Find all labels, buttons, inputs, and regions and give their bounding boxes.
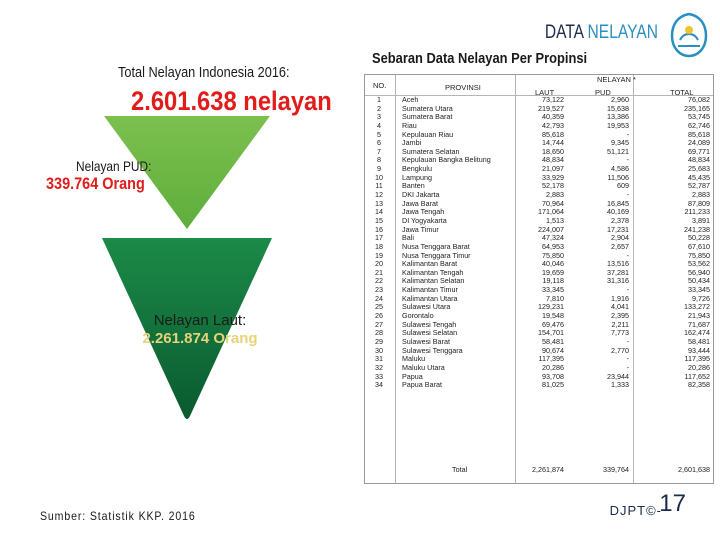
row-no: 17 xyxy=(375,233,383,243)
row-laut: 90,674 xyxy=(542,345,564,355)
total-pud: 339,764 xyxy=(603,465,629,474)
col-header-no: NO. xyxy=(373,81,387,90)
row-total: 21,943 xyxy=(688,311,710,321)
row-pud: 2,960 xyxy=(611,95,629,104)
row-pud: - xyxy=(626,362,629,372)
row-laut: 219,527 xyxy=(538,103,564,113)
row-province: Maluku xyxy=(402,354,426,364)
row-province: Nusa Tenggara Barat xyxy=(402,241,470,251)
row-province: DI Yogyakarta xyxy=(402,215,447,225)
row-pud: - xyxy=(626,129,629,139)
row-pud: - xyxy=(626,285,629,295)
row-no: 2 xyxy=(377,103,381,113)
row-no: 21 xyxy=(375,267,383,277)
page-title-part-2: NELAYAN xyxy=(587,22,658,43)
row-laut: 1,513 xyxy=(546,215,564,225)
row-laut: 19,659 xyxy=(542,267,564,277)
col-header-pud: PUD xyxy=(595,88,611,97)
row-no: 28 xyxy=(375,328,383,338)
row-laut: 33,929 xyxy=(542,172,564,182)
row-pud: 609 xyxy=(617,181,629,191)
footer-brand-text: DJPT©- xyxy=(609,503,662,518)
row-laut: 21,097 xyxy=(542,164,564,174)
row-total: 20,286 xyxy=(688,362,710,372)
row-pud: 4,586 xyxy=(611,164,629,174)
row-no: 27 xyxy=(375,319,383,329)
row-total: 52,787 xyxy=(688,181,710,191)
row-laut: 19,118 xyxy=(542,276,564,286)
row-laut: 14,744 xyxy=(542,138,564,148)
row-total: 75,850 xyxy=(688,250,710,260)
row-laut: 42,793 xyxy=(542,120,564,130)
row-pud: 31,316 xyxy=(607,276,629,286)
row-no: 1 xyxy=(377,95,381,104)
row-laut: 93,708 xyxy=(542,371,564,381)
row-laut: 70,964 xyxy=(542,198,564,208)
row-total: 117,652 xyxy=(684,371,710,381)
row-no: 10 xyxy=(375,172,383,182)
col-header-total: TOTAL xyxy=(670,88,694,97)
row-total: 162,474 xyxy=(684,328,710,338)
row-laut: 75,850 xyxy=(542,250,564,260)
row-province: Bali xyxy=(402,233,414,243)
table-total-row xyxy=(364,465,714,475)
row-laut: 85,618 xyxy=(542,129,564,139)
row-no: 33 xyxy=(375,371,383,381)
row-province: Sumatera Barat xyxy=(402,112,453,122)
row-no: 31 xyxy=(375,354,383,364)
row-laut: 154,701 xyxy=(538,328,564,338)
row-laut: 117,395 xyxy=(538,354,564,364)
row-no: 19 xyxy=(375,250,383,260)
row-pud: 16,845 xyxy=(607,198,629,208)
row-no: 9 xyxy=(377,164,381,174)
row-province: Sumatera Utara xyxy=(402,103,453,113)
row-pud: 9,345 xyxy=(611,138,629,148)
row-laut: 40,359 xyxy=(542,112,564,122)
row-no: 4 xyxy=(377,120,381,130)
row-total: 25,683 xyxy=(688,164,710,174)
row-total: 76,082 xyxy=(688,95,710,104)
footer-brand xyxy=(610,503,662,518)
row-province: Jawa Timur xyxy=(402,224,439,234)
row-province: Kalimantan Selatan xyxy=(402,276,465,286)
row-province: Papua Barat xyxy=(402,380,442,390)
row-total: 67,610 xyxy=(688,241,710,251)
total-title: Total Nelayan Indonesia 2016: xyxy=(118,64,290,81)
row-province: Sulawesi Barat xyxy=(402,336,450,346)
row-province: Sulawesi Tenggara xyxy=(402,345,463,355)
row-pud: 2,657 xyxy=(611,241,629,251)
row-laut: 129,231 xyxy=(538,302,564,312)
row-pud: 51,121 xyxy=(607,146,629,156)
row-no: 34 xyxy=(375,380,383,390)
page-title xyxy=(545,22,658,44)
total-value: 2.601.638 nelayan xyxy=(131,86,332,116)
row-total: 56,940 xyxy=(688,267,710,277)
row-total: 117,395 xyxy=(684,354,710,364)
row-pud: 19,953 xyxy=(607,120,629,130)
row-total: 62,746 xyxy=(688,120,710,130)
row-total: 2,883 xyxy=(692,190,710,200)
row-pud: 13,386 xyxy=(607,112,629,122)
row-no: 15 xyxy=(375,215,383,225)
row-pud: 4,041 xyxy=(611,302,629,312)
row-province: Lampung xyxy=(402,172,432,182)
row-province: DKI Jakarta xyxy=(402,190,440,200)
row-no: 3 xyxy=(377,112,381,122)
row-pud: 1,916 xyxy=(611,293,629,303)
row-pud: 2,378 xyxy=(611,215,629,225)
row-laut: 20,286 xyxy=(542,362,564,372)
row-pud: 37,281 xyxy=(607,267,629,277)
row-no: 26 xyxy=(375,311,383,321)
row-total: 53,562 xyxy=(688,259,710,269)
laut-label: Nelayan Laut: xyxy=(153,312,247,329)
table-row xyxy=(364,381,714,390)
row-no: 23 xyxy=(375,285,383,295)
row-province: Kepulauan Riau xyxy=(402,129,454,139)
row-laut: 171,064 xyxy=(538,207,564,217)
ministry-logo-icon xyxy=(670,12,708,58)
row-no: 20 xyxy=(375,259,383,269)
row-pud: - xyxy=(626,354,629,364)
row-total: 69,771 xyxy=(688,146,710,156)
table-title: Sebaran Data Nelayan Per Propinsi xyxy=(372,50,588,67)
row-laut: 33,345 xyxy=(542,285,564,295)
row-laut: 47,324 xyxy=(542,233,564,243)
row-pud: 1,333 xyxy=(611,380,629,390)
row-pud: - xyxy=(626,155,629,165)
row-province: Kalimantan Utara xyxy=(402,293,458,303)
row-province: Kalimantan Barat xyxy=(402,259,458,269)
row-total: 33,345 xyxy=(688,285,710,295)
row-province: Jawa Barat xyxy=(402,198,438,208)
row-laut: 52,178 xyxy=(542,181,564,191)
row-province: Jawa Tengah xyxy=(402,207,445,217)
row-province: Gorontalo xyxy=(402,311,434,321)
row-no: 24 xyxy=(375,293,383,303)
row-province: Aceh xyxy=(402,95,419,104)
total-all: 2,601,638 xyxy=(678,465,710,474)
row-pud: 2,211 xyxy=(611,319,629,329)
row-pud: 23,944 xyxy=(607,371,629,381)
row-no: 5 xyxy=(377,129,381,139)
row-pud: 11,506 xyxy=(607,172,629,182)
row-total: 3,891 xyxy=(692,215,710,225)
row-no: 11 xyxy=(375,181,383,191)
row-laut: 19,548 xyxy=(542,311,564,321)
row-total: 45,435 xyxy=(688,172,710,182)
row-no: 30 xyxy=(375,345,383,355)
row-pud: 2,395 xyxy=(611,311,629,321)
row-province: Sulawesi Tengah xyxy=(402,319,457,329)
row-province: Sulawesi Selatan xyxy=(402,328,458,338)
row-no: 25 xyxy=(375,302,383,312)
row-province: Maluku Utara xyxy=(402,362,445,372)
row-laut: 64,953 xyxy=(542,241,564,251)
row-no: 7 xyxy=(377,146,381,156)
row-no: 6 xyxy=(377,138,381,148)
row-total: 50,434 xyxy=(688,276,710,286)
row-province: Riau xyxy=(402,120,417,130)
row-laut: 18,650 xyxy=(542,146,564,156)
row-total: 9,726 xyxy=(692,293,710,303)
row-no: 13 xyxy=(375,198,383,208)
row-total: 71,687 xyxy=(688,319,710,329)
row-laut: 224,007 xyxy=(538,224,564,234)
row-laut: 7,810 xyxy=(546,293,564,303)
row-province: Kepulauan Bangka Belitung xyxy=(402,155,491,165)
row-pud: 2,904 xyxy=(611,233,629,243)
row-pud: 7,773 xyxy=(611,328,629,338)
page-title-part-1: DATA xyxy=(544,22,584,43)
row-total: 241,238 xyxy=(684,224,710,234)
row-total: 50,228 xyxy=(688,233,710,243)
row-pud: 13,516 xyxy=(607,259,629,269)
row-laut: 69,476 xyxy=(542,319,564,329)
row-province: Bengkulu xyxy=(402,164,432,174)
row-no: 8 xyxy=(377,155,381,165)
row-province: Kalimantan Timur xyxy=(402,285,458,295)
total-laut: 2,261,874 xyxy=(532,465,564,474)
row-pud: - xyxy=(626,250,629,260)
row-total: 82,358 xyxy=(688,380,710,390)
pud-label: Nelayan PUD: xyxy=(76,158,152,174)
row-laut: 58,481 xyxy=(542,336,564,346)
row-no: 16 xyxy=(375,224,383,234)
pud-value: 339.764 Orang xyxy=(46,174,145,193)
row-province: Sumatera Selatan xyxy=(402,146,460,156)
row-no: 29 xyxy=(375,336,383,346)
row-pud: 17,231 xyxy=(607,224,629,234)
row-pud: 2,770 xyxy=(611,345,629,355)
row-province: Papua xyxy=(402,371,423,381)
row-laut: 48,834 xyxy=(542,155,564,165)
row-pud: 15,638 xyxy=(607,103,629,113)
row-province: Jambi xyxy=(402,138,422,148)
row-total: 48,834 xyxy=(688,155,710,165)
row-province: Banten xyxy=(402,181,425,191)
row-pud: 40,169 xyxy=(607,207,629,217)
row-total: 58,481 xyxy=(688,336,710,346)
row-total: 53,745 xyxy=(688,112,710,122)
laut-value: 2.261.874 Orang xyxy=(142,330,258,347)
row-no: 12 xyxy=(375,190,383,200)
row-no: 32 xyxy=(375,362,383,372)
row-pud: - xyxy=(626,190,629,200)
row-total: 133,272 xyxy=(684,302,710,312)
row-laut: 40,046 xyxy=(542,259,564,269)
row-total: 85,618 xyxy=(688,129,710,139)
total-label: Total xyxy=(452,465,468,474)
row-total: 211,233 xyxy=(684,207,710,217)
page-number: 17 xyxy=(659,490,686,517)
row-no: 18 xyxy=(375,241,383,251)
row-province: Sulawesi Utara xyxy=(402,302,451,312)
row-laut: 2,883 xyxy=(546,190,564,200)
row-pud: - xyxy=(626,336,629,346)
row-total: 235,165 xyxy=(684,103,710,113)
col-header-provinsi: PROVINSI xyxy=(445,83,481,92)
row-laut: 73,122 xyxy=(542,95,564,104)
col-header-laut: LAUT xyxy=(535,88,555,97)
source-note: Sumber: Statistik KKP. 2016 xyxy=(40,509,196,523)
row-total: 87,809 xyxy=(688,198,710,208)
row-total: 24,089 xyxy=(688,138,710,148)
table-body xyxy=(364,96,714,390)
row-no: 14 xyxy=(375,207,383,217)
row-province: Kalimantan Tengah xyxy=(402,267,464,277)
table-row xyxy=(364,226,714,235)
row-total: 93,444 xyxy=(688,345,710,355)
row-laut: 81,025 xyxy=(542,380,564,390)
row-province: Nusa Tenggara Timur xyxy=(402,250,471,260)
col-header-nelayan: NELAYAN * xyxy=(597,75,636,84)
row-no: 22 xyxy=(375,276,383,286)
